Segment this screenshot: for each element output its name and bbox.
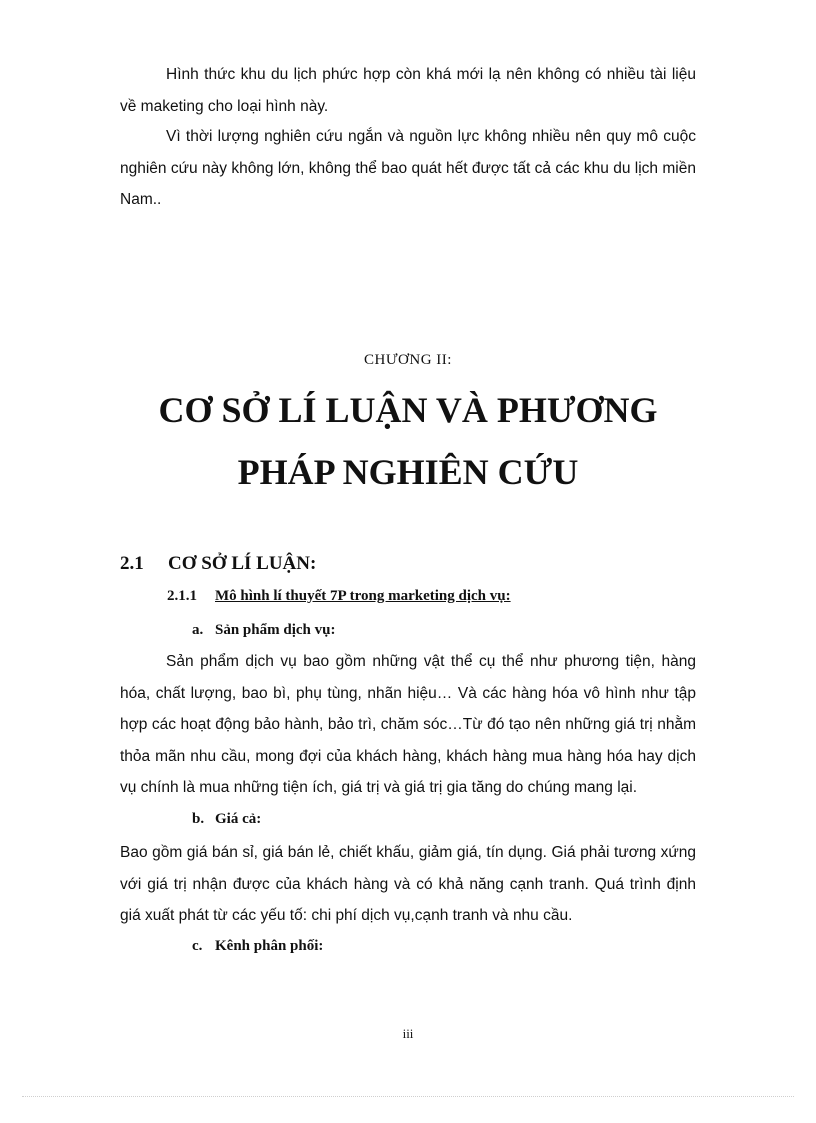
chapter-title-line-1: CƠ SỞ LÍ LUẬN VÀ PHƯƠNG bbox=[158, 390, 658, 430]
item-c-heading bbox=[192, 938, 323, 955]
section-title: CƠ SỞ LÍ LUẬN: bbox=[168, 553, 317, 574]
intro-paragraph-1: Hình thức khu du lịch phức hợp còn khá mới lạ nên không có nhiều tài liệu về maketing cho loại hình này. bbox=[120, 66, 696, 115]
item-a-letter: a. bbox=[192, 622, 204, 638]
item-c-letter: c. bbox=[192, 938, 203, 954]
subsection-heading bbox=[167, 588, 511, 605]
intro-paragraph-2: Vì thời lượng nghiên cứu ngắn và nguồn lực không nhiều nên quy mô cuộc nghiên cứu này không lớn, không thể bao quát hết được tất cả các khu du lịch miền Nam.. bbox=[120, 128, 696, 208]
item-a-body: Sản phẩm dịch vụ bao gồm những vật thể cụ thể như phương tiện, hàng hóa, chất lượng, bao bì, phụ tùng, nhãn hiệu… Và các hàng hóa vô hình như tập hợp các hoạt động bảo hành, bảo trì, chăm sóc…Từ đó tạo nên những giá trị nhằm thỏa mãn nhu cầu, mong đợi của khách hàng, khách hàng mua hàng hóa hay dịch vụ chính là mua những tiện ích, giá trị và giá trị gia tăng do chúng mang lại. bbox=[120, 653, 696, 796]
chapter-title-line-2: PHÁP NGHIÊN CỨU bbox=[237, 452, 579, 492]
item-b-title: Giá cả: bbox=[215, 811, 262, 827]
item-c-title: Kênh phân phối: bbox=[215, 938, 324, 954]
subsection-number: 2.1.1 bbox=[167, 588, 197, 604]
page-bottom-divider bbox=[22, 1096, 794, 1097]
section-number: 2.1 bbox=[120, 553, 144, 574]
item-b-heading bbox=[192, 811, 261, 828]
page-number: iii bbox=[402, 1026, 414, 1041]
section-heading bbox=[120, 553, 316, 575]
chapter-title bbox=[0, 382, 816, 500]
item-a-heading bbox=[192, 622, 335, 639]
item-a-title: Sản phẩm dịch vụ: bbox=[215, 622, 336, 638]
item-b-body: Bao gồm giá bán sỉ, giá bán lẻ, chiết khấu, giảm giá, tín dụng. Giá phải tương xứng với giá trị nhận được của khách hàng và có khả năng cạnh tranh. Quá trình định giá xuất phát từ các yếu tố: chi phí dịch vụ,cạnh tranh và nhu cầu. bbox=[120, 844, 696, 924]
subsection-title: Mô hình lí thuyết 7P trong marketing dịch vụ: bbox=[215, 588, 511, 604]
chapter-label: CHƯƠNG II: bbox=[364, 352, 452, 368]
item-b-letter: b. bbox=[192, 811, 205, 827]
